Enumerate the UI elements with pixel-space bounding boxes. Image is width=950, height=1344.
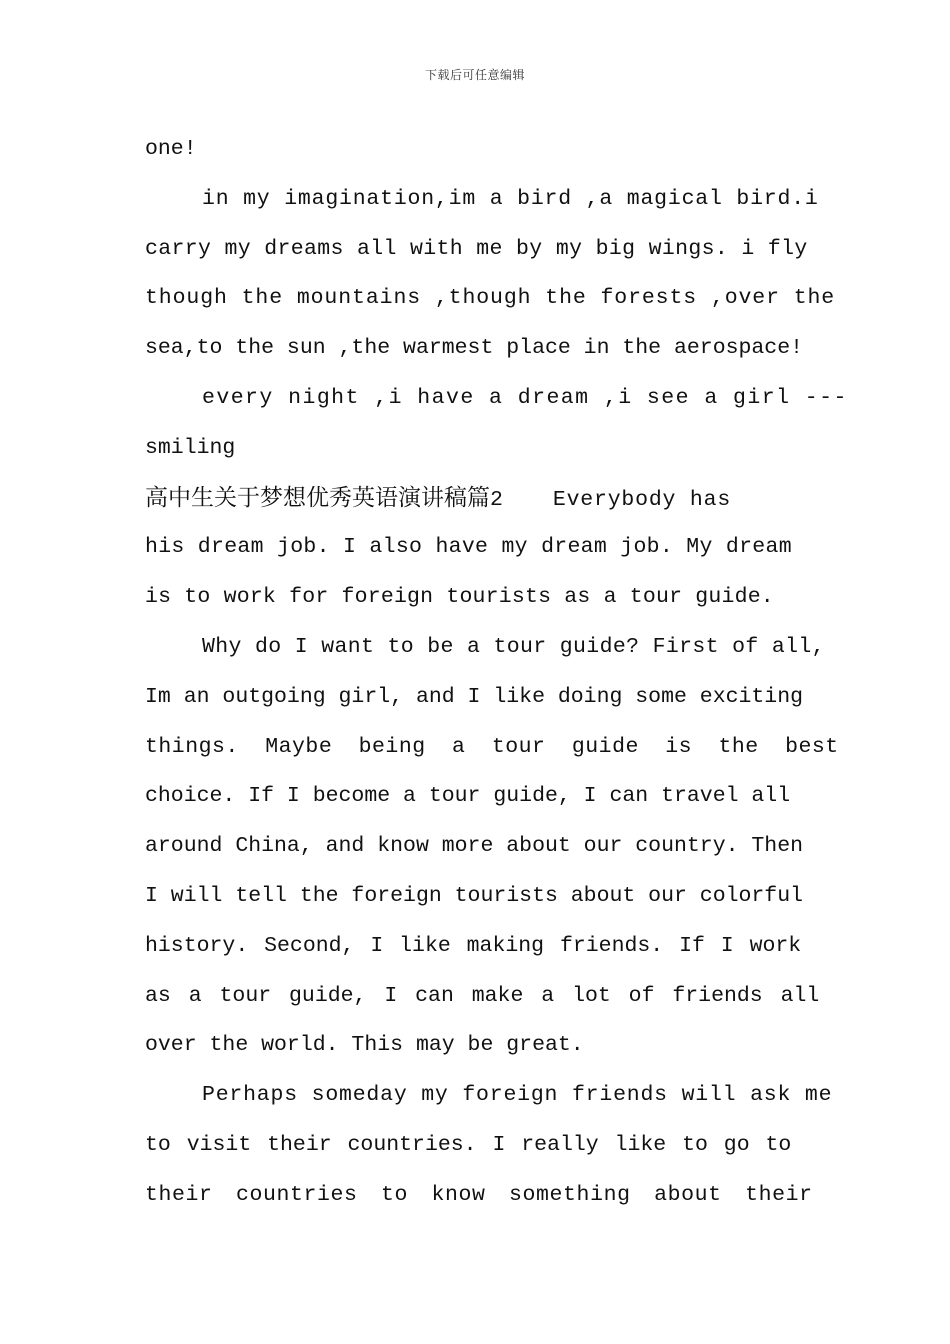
text-line: though the mountains ,though the forests ,over the [145, 286, 836, 311]
text-line: one! [145, 137, 197, 161]
text-line: around China, and know more about our country. Then [145, 834, 804, 859]
text-line-content: in my imagination,im a bird ,a magical bird.i [202, 186, 819, 211]
text-line: over the world. This may be great. [145, 1033, 584, 1058]
section-heading-number: 2 [490, 487, 503, 512]
text-line: I will tell the foreign tourists about our colorful [145, 883, 804, 908]
text-line: Why do I want to be a tour guide? First of all, [202, 634, 825, 659]
text-line: every night ,i have a dream ,i see a girl --- [202, 385, 848, 410]
text-line: their countries to know something about their [145, 1182, 813, 1207]
page-header-note: 下载后可任意编辑 [424, 68, 525, 82]
text-line: is to work for foreign tourists as a tour guide. [145, 585, 774, 610]
section-heading-line [145, 474, 805, 524]
section-heading: 高中生关于梦想优秀英语演讲稿篇 [145, 484, 490, 511]
text-line: sea,to the sun ,the warmest place in the aerospace! [145, 336, 804, 361]
text-line: his dream job. I also have my dream job. My dream [145, 535, 792, 560]
document-body [145, 125, 848, 1221]
text-line: to visit their countries. I really like to go to [145, 1132, 792, 1157]
text-line: as a tour guide, I can make a lot of friends all [145, 983, 820, 1008]
text-line-content: Everybody has [552, 487, 732, 512]
text-line: choice. If I become a tour guide, I can travel all [145, 784, 791, 809]
text-line: history. Second, I like making friends. If I work [145, 933, 802, 958]
text-line: things. Maybe being a tour guide is the best [145, 734, 839, 759]
text-line: Perhaps someday my foreign friends will ask me [202, 1083, 833, 1108]
text-line [145, 175, 819, 225]
text-line: smiling [145, 435, 236, 460]
text-line: Im an outgoing girl, and I like doing some exciting [145, 684, 804, 709]
text-line: carry my dreams all with me by my big wings. i fly [145, 236, 808, 261]
